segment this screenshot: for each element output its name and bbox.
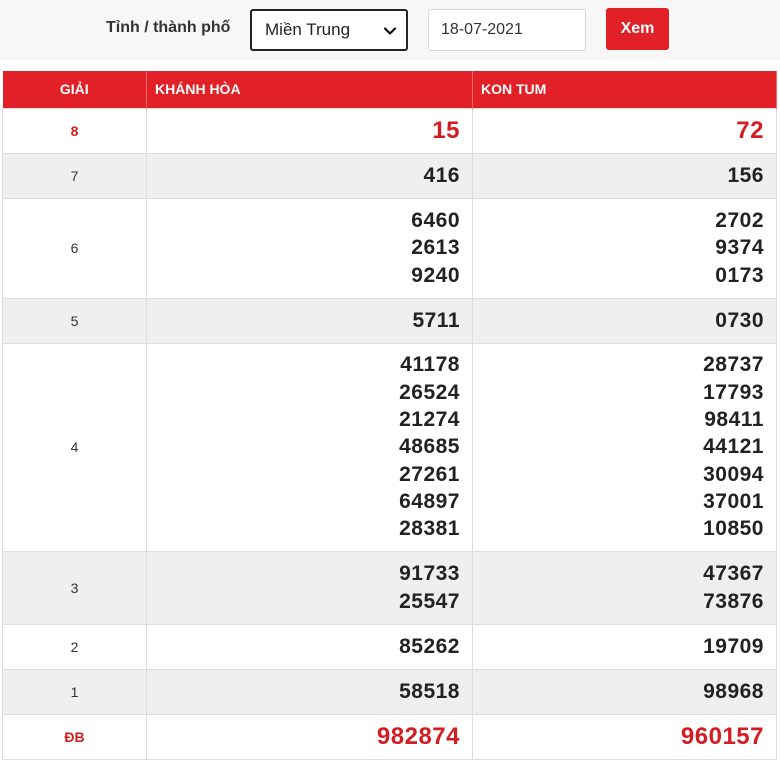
result-number: 156 xyxy=(727,163,764,187)
header-kon-tum: KON TUM xyxy=(473,71,777,108)
result-number: 26524 xyxy=(399,380,460,404)
result-number: 0730 xyxy=(715,308,764,332)
result-number: 5711 xyxy=(412,308,460,332)
result-number: 6460 xyxy=(411,209,460,233)
header-khanh-hoa: KHÁNH HÒA xyxy=(147,71,473,108)
result-number: 19709 xyxy=(703,634,764,658)
result-number: 47367 xyxy=(703,562,764,586)
table-row xyxy=(3,298,777,343)
khanh-hoa-cell xyxy=(147,624,473,669)
chevron-down-icon xyxy=(383,24,397,38)
result-number: 28381 xyxy=(399,517,460,541)
filter-bar xyxy=(0,0,780,60)
region-select[interactable] xyxy=(250,9,408,51)
kon-tum-cell xyxy=(473,343,777,551)
result-number: 98411 xyxy=(704,408,764,432)
prize-label: 7 xyxy=(3,153,147,198)
header-prize: GIẢI xyxy=(3,71,147,108)
result-number: 28737 xyxy=(703,353,764,377)
kon-tum-cell xyxy=(473,153,777,198)
table-row xyxy=(3,343,777,551)
result-number: 2702 xyxy=(715,209,764,233)
khanh-hoa-cell xyxy=(147,298,473,343)
kon-tum-cell xyxy=(473,624,777,669)
result-number: 0173 xyxy=(715,263,764,287)
result-number: 960157 xyxy=(680,722,764,750)
khanh-hoa-cell xyxy=(147,714,473,759)
prize-label: 4 xyxy=(3,343,147,551)
result-number: 41178 xyxy=(400,353,460,377)
prize-label: ĐB xyxy=(3,714,147,759)
prize-label: 3 xyxy=(3,551,147,624)
prize-label: 8 xyxy=(3,108,147,153)
kon-tum-cell xyxy=(473,108,777,153)
result-number: 21274 xyxy=(399,408,460,432)
province-label: Tỉnh / thành phố xyxy=(106,19,231,36)
result-number: 98968 xyxy=(703,679,764,703)
table-row xyxy=(3,153,777,198)
result-number: 9240 xyxy=(411,263,460,287)
prize-label: 5 xyxy=(3,298,147,343)
table-row xyxy=(3,198,777,298)
xem-button[interactable]: Xem xyxy=(606,8,669,50)
kon-tum-cell xyxy=(473,714,777,759)
table-row xyxy=(3,551,777,624)
date-input-value: 18-07-2021 xyxy=(441,21,523,38)
result-number: 85262 xyxy=(399,634,460,658)
khanh-hoa-cell xyxy=(147,198,473,298)
table-row xyxy=(3,108,777,153)
result-number: 2613 xyxy=(411,236,460,260)
result-number: 17793 xyxy=(703,380,764,404)
khanh-hoa-cell xyxy=(147,153,473,198)
table-row xyxy=(3,714,777,759)
result-number: 982874 xyxy=(376,722,460,750)
result-number: 10850 xyxy=(703,517,764,541)
khanh-hoa-cell xyxy=(147,108,473,153)
table-row xyxy=(3,669,777,714)
khanh-hoa-cell xyxy=(147,669,473,714)
kon-tum-cell xyxy=(473,298,777,343)
prize-label: 6 xyxy=(3,198,147,298)
result-number: 91733 xyxy=(399,562,460,586)
khanh-hoa-cell xyxy=(147,343,473,551)
result-number: 9374 xyxy=(715,236,764,260)
kon-tum-cell xyxy=(473,551,777,624)
table-row xyxy=(3,624,777,669)
khanh-hoa-cell xyxy=(147,551,473,624)
result-number: 37001 xyxy=(703,489,764,513)
result-number: 25547 xyxy=(399,589,460,613)
results-table xyxy=(2,71,777,760)
kon-tum-cell xyxy=(473,669,777,714)
result-number: 416 xyxy=(423,163,460,187)
result-number: 72 xyxy=(736,116,764,144)
prize-label: 2 xyxy=(3,624,147,669)
table-header-row xyxy=(3,71,777,108)
result-number: 27261 xyxy=(399,462,460,486)
prize-label: 1 xyxy=(3,669,147,714)
date-input[interactable] xyxy=(428,9,586,51)
kon-tum-cell xyxy=(473,198,777,298)
result-number: 64897 xyxy=(399,489,460,513)
result-number: 15 xyxy=(432,116,460,144)
region-select-value: Miền Trung xyxy=(265,20,351,39)
result-number: 58518 xyxy=(399,679,460,703)
result-number: 44121 xyxy=(703,435,764,459)
result-number: 48685 xyxy=(399,435,460,459)
result-number: 73876 xyxy=(703,589,764,613)
result-number: 30094 xyxy=(703,462,764,486)
